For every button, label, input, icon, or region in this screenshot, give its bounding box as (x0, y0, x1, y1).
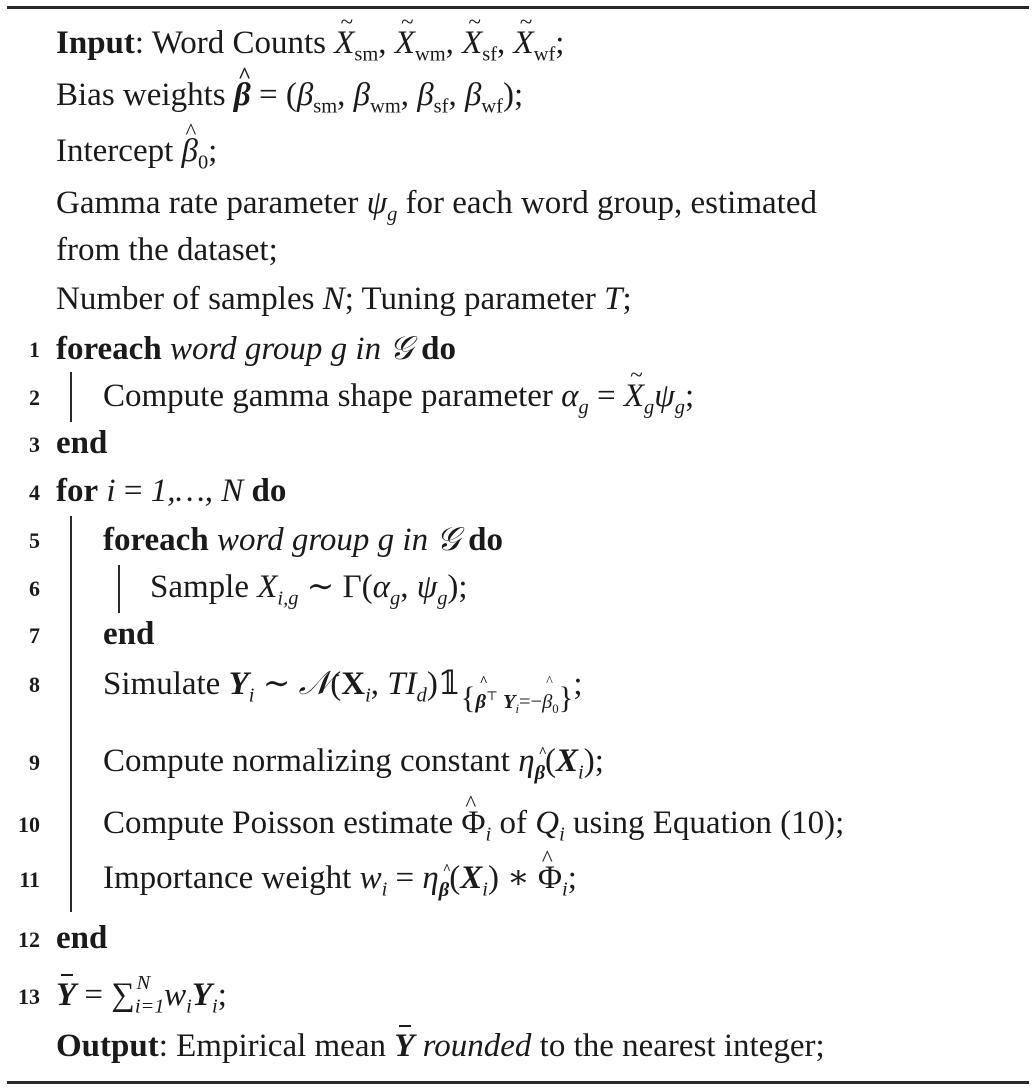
sample-text: Sample (150, 569, 258, 605)
empirical-mean-text: Empirical mean (167, 1028, 395, 1064)
keyword-do: do (243, 473, 287, 509)
line-number: 12 (18, 927, 40, 952)
rounded-text: rounded (422, 1028, 532, 1064)
math-x-tilde: ~ X (514, 20, 534, 66)
indent-bar-level2 (118, 565, 120, 613)
line-number: 10 (18, 812, 40, 837)
compute-poisson-text-c: using Equation (10); (564, 805, 845, 841)
line-number: 1 (29, 337, 40, 362)
line-number: 11 (19, 867, 40, 892)
bottom-rule (7, 1081, 1029, 1084)
num-samples-text-a: Number of samples (56, 281, 323, 317)
keyword-end: end (56, 920, 108, 956)
line-number: 6 (29, 576, 40, 601)
keyword-do: do (459, 522, 503, 558)
bias-weights-text: Bias weights (56, 77, 234, 113)
line-number: 7 (29, 623, 40, 648)
importance-weight-text: Importance weight (103, 860, 360, 896)
keyword-for: for (56, 473, 99, 509)
colon: : (134, 25, 145, 61)
math-x-tilde: ~ X (334, 20, 354, 66)
from-dataset-text: from the dataset; (56, 232, 278, 268)
word-group-text: word group g in (208, 522, 437, 558)
input-label: Input (56, 25, 135, 61)
word-group-text: word group g in (161, 331, 390, 367)
indicator-condition: {^ β⊤ Yi=−^ β0} (461, 691, 574, 713)
indent-bar-level1-block2 (70, 516, 72, 912)
line-number: 3 (29, 432, 40, 457)
keyword-foreach: foreach (103, 522, 209, 558)
line-number: 8 (29, 672, 40, 697)
output-label: Output (56, 1028, 159, 1064)
indent-bar-level1-block1 (70, 372, 72, 422)
math-beta-hat: ^ β (234, 72, 251, 118)
intercept-text: Intercept (56, 133, 182, 169)
gamma-rate-text-a: Gamma rate parameter (56, 185, 367, 221)
num-samples-text-b: ; Tuning parameter (344, 281, 605, 317)
math-psi: ψ (366, 185, 388, 221)
line-number: 13 (18, 984, 40, 1009)
line-number: 9 (29, 750, 40, 775)
math-x-tilde: ~ X (462, 20, 482, 66)
compute-poisson-text-b: of (491, 805, 536, 841)
compute-poisson-text-a: Compute Poisson estimate (103, 805, 462, 841)
word-counts-text: Word Counts (144, 25, 335, 61)
top-rule (7, 6, 1029, 9)
compute-norm-text: Compute normalizing constant (103, 743, 519, 779)
keyword-do: do (412, 331, 456, 367)
simulate-text: Simulate (103, 666, 229, 702)
gamma-rate-text-b: for each word group, estimated (397, 185, 817, 221)
nearest-integer-text: to the nearest integer; (531, 1028, 825, 1064)
keyword-end: end (56, 425, 108, 461)
line-number: 5 (29, 528, 40, 553)
math-x-tilde: ~ X (395, 20, 415, 66)
line-number: 2 (29, 385, 40, 410)
keyword-end: end (103, 616, 155, 652)
line-number: 4 (29, 480, 40, 505)
colon: : (158, 1028, 168, 1064)
keyword-foreach: foreach (56, 331, 162, 367)
compute-gamma-text: Compute gamma shape parameter (103, 378, 562, 414)
math-beta0-hat: ^ β (182, 128, 198, 174)
